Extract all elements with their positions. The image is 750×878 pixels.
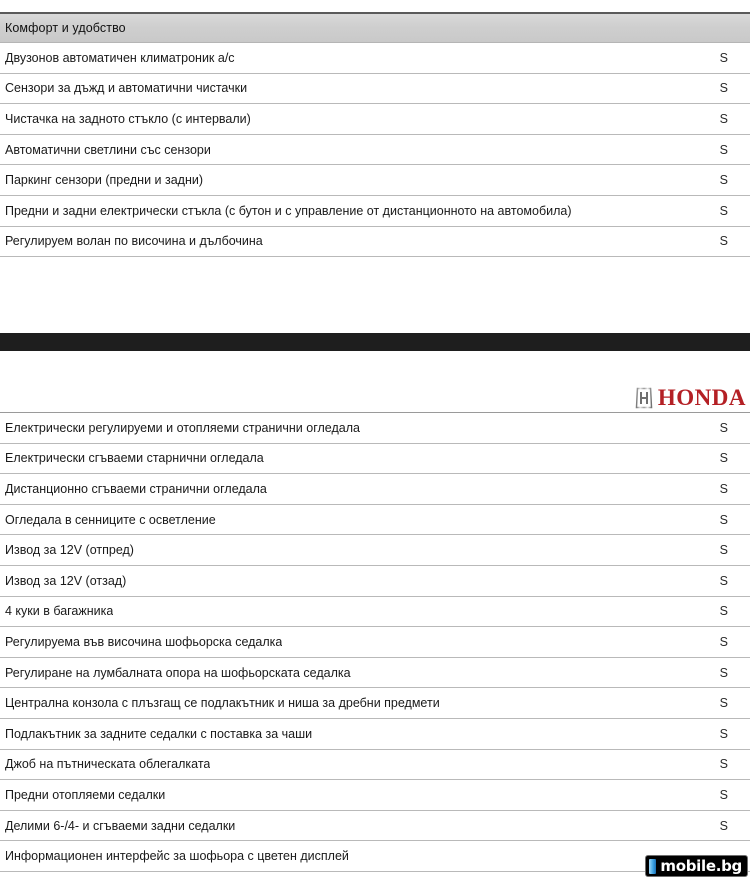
bottom-spec-row	[0, 627, 750, 658]
bottom-spec-label: Извод за 12V (отзад)	[5, 573, 127, 588]
mobile-bg-watermark	[645, 855, 748, 877]
bottom-spec-row	[0, 688, 750, 719]
bottom-spec-availability: S	[719, 787, 728, 802]
top-spec-availability: S	[719, 111, 728, 126]
top-spec-label: Предни и задни електрически стъкла (с бутон и с управление от дистанционното на автомобила)	[5, 203, 572, 218]
bottom-spec-row	[0, 474, 750, 505]
top-spec-table	[0, 43, 750, 257]
bottom-spec-row	[0, 566, 750, 597]
bottom-spec-availability: S	[719, 451, 728, 466]
bottom-spec-label: Дистанционно сгъваеми странични огледала	[5, 481, 267, 496]
bottom-spec-row	[0, 658, 750, 689]
bottom-spec-availability: S	[719, 696, 728, 711]
top-spec-availability: S	[719, 203, 728, 218]
bottom-spec-availability: S	[719, 726, 728, 741]
honda-h-emblem-icon	[635, 387, 653, 409]
bottom-spec-availability: S	[719, 634, 728, 649]
bottom-spec-label: Информационен интерфейс за шофьора с цветен дисплей	[5, 849, 349, 864]
honda-logo	[635, 386, 746, 412]
bottom-spec-row	[0, 413, 750, 444]
bottom-spec-label: Извод за 12V (отпред)	[5, 543, 134, 558]
bottom-spec-label: 4 куки в багажника	[5, 604, 114, 619]
top-spec-row	[0, 135, 750, 166]
honda-wordmark: HONDA	[657, 385, 746, 410]
top-spec-row	[0, 165, 750, 196]
top-spec-availability: S	[719, 173, 728, 188]
bottom-spec-availability: S	[719, 512, 728, 527]
black-divider-band	[0, 333, 750, 351]
bottom-spec-availability: S	[719, 604, 728, 619]
bottom-spec-availability: S	[719, 543, 728, 558]
bottom-spec-row	[0, 780, 750, 811]
top-spec-availability: S	[719, 234, 728, 249]
bottom-spec-label: Електрически сгъваеми старнични огледала	[5, 451, 264, 466]
section-title: Комфорт и удобство	[5, 21, 126, 35]
top-spec-availability: S	[719, 142, 728, 157]
bottom-spec-row	[0, 444, 750, 475]
bottom-spec-availability: S	[719, 818, 728, 833]
bottom-spec-row	[0, 535, 750, 566]
top-spec-label: Сензори за дъжд и автоматични чистачки	[5, 81, 248, 96]
bottom-spec-label: Регулиране на лумбалната опора на шофьорската седалка	[5, 665, 351, 680]
bottom-spec-availability: S	[719, 757, 728, 772]
bottom-spec-label: Електрически регулируеми и отопляеми странични огледала	[5, 420, 360, 435]
bottom-spec-availability: S	[719, 573, 728, 588]
top-spec-label: Автоматични светлини със сензори	[5, 142, 211, 157]
top-spec-label: Двузонов автоматичен климатроник а/с	[5, 50, 235, 65]
bottom-spec-row	[0, 719, 750, 750]
top-spacer	[0, 0, 750, 12]
bottom-spec-row	[0, 750, 750, 781]
top-spec-label: Чистачка на задното стъкло (с интервали)	[5, 111, 251, 126]
bottom-spec-label: Джоб на пътническата облегалката	[5, 757, 211, 772]
bottom-spec-label: Огледала в сенниците с осветление	[5, 512, 216, 527]
bottom-spec-availability: S	[719, 420, 728, 435]
top-spec-label: Паркинг сензори (предни и задни)	[5, 173, 204, 188]
top-spec-label: Регулируем волан по височина и дълбочина	[5, 234, 263, 249]
section-gap-filler	[0, 257, 750, 333]
top-spec-row	[0, 104, 750, 135]
bottom-spec-table	[0, 413, 750, 875]
bottom-spec-label: Предни отопляеми седалки	[5, 787, 166, 802]
watermark-blue-bar-icon	[649, 859, 656, 874]
bottom-spec-availability: S	[719, 481, 728, 496]
bottom-spec-availability: S	[719, 665, 728, 680]
top-spec-row	[0, 43, 750, 74]
bottom-spec-label: Регулируема във височина шофьорска седалка	[5, 634, 283, 649]
watermark-label: mobile.bg	[660, 856, 742, 875]
top-spec-availability: S	[719, 81, 728, 96]
bottom-spec-label: Централна конзола с плъзгащ се подлакътник и ниша за дребни предмети	[5, 696, 440, 711]
top-spec-row	[0, 227, 750, 258]
bottom-spec-label: Делими 6-/4- и сгъваеми задни седалки	[5, 818, 236, 833]
bottom-spec-row	[0, 811, 750, 842]
section-header-comfort	[0, 12, 750, 43]
bottom-spec-row	[0, 841, 750, 875]
top-spec-row	[0, 196, 750, 227]
top-spec-availability: S	[719, 50, 728, 65]
brand-strip	[0, 351, 750, 413]
top-spec-row	[0, 74, 750, 105]
bottom-spec-row	[0, 597, 750, 628]
bottom-spec-label: Подлакътник за задните седалки с поставка за чаши	[5, 726, 313, 741]
bottom-spec-row	[0, 505, 750, 536]
